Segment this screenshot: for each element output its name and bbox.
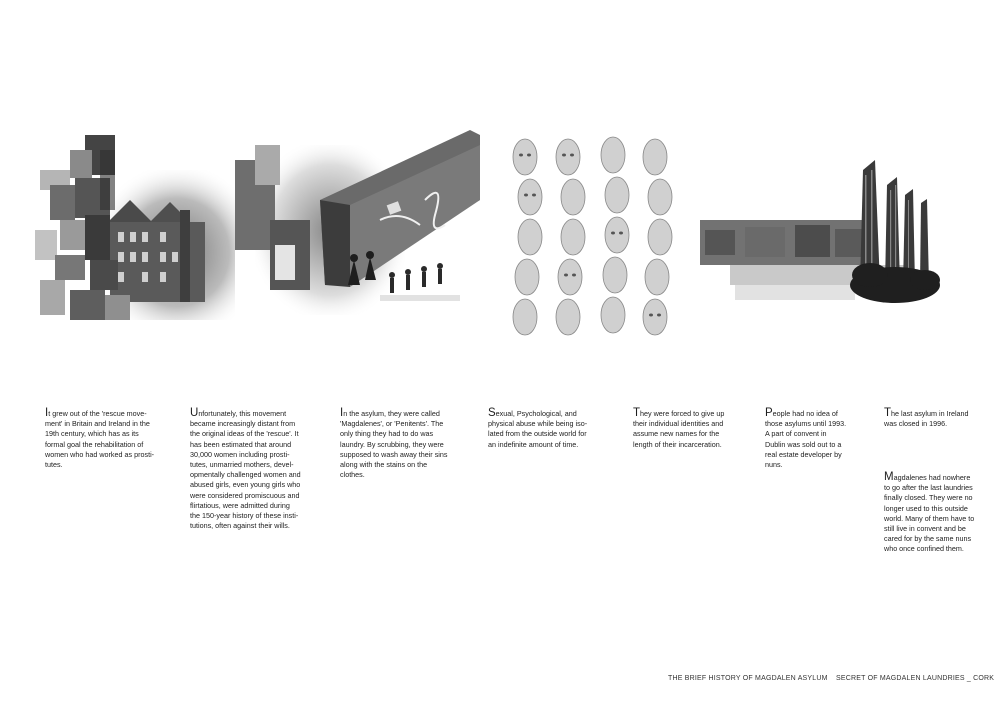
paragraph-5-text: hey were forced to give up their individual identities and assume new names for the length of their incarceration. bbox=[633, 409, 725, 449]
paragraph-3-text: n the asylum, they were called 'Magdalenes', or 'Penitents'. The only thing they had to do was laundry. By scrubbing, they were supposed to wash away their sins along with the stains on the clothes. bbox=[340, 409, 448, 480]
paragraph-2 bbox=[190, 408, 315, 531]
paragraph-6-initial: P bbox=[765, 407, 773, 419]
paragraph-7-text: he last asylum in Ireland was closed in 1996. bbox=[884, 409, 969, 429]
collage-laundry-towers bbox=[695, 155, 945, 315]
paragraph-4-text: exual, Psychological, and physical abuse while being iso- lated from the outside world for an indefinite amount of time. bbox=[488, 409, 588, 449]
collage-wall-figures bbox=[230, 125, 485, 340]
collage-building-photos bbox=[30, 130, 235, 330]
paragraph-5-initial: T bbox=[633, 407, 641, 419]
paragraph-1-text: t grew out of the 'rescue move- ment' in Britain and Ireland in the 19th century, which has as its formal goal the rehabilitation of women who had worked as prosti- tutes. bbox=[45, 409, 155, 470]
paragraph-5 bbox=[633, 408, 753, 450]
paragraph-2-text: nfortunately, this movement became increasingly distant from the original ideas of the 'rescue'. It has been estimated that around 30,000 women including prosti- tutes, unmarried mothers, devel- opmentally challenged women and abused girls, even young girls who were considered promiscuous and flirtatious, were admitted during the 150-year history of these insti- tutions, often against their wills. bbox=[190, 409, 301, 531]
paragraph-3 bbox=[340, 408, 465, 480]
paragraph-7-initial: T bbox=[884, 407, 892, 419]
footer-right-title: SECRET OF MAGDALEN LAUNDRIES _ CORK bbox=[836, 675, 995, 682]
paragraph-8-initial: M bbox=[884, 471, 894, 483]
paragraph-8-text: agdalenes had nowhere to go after the last laundries finally closed. They were no longer used to this outside world. Many of them have to still live in convent and be cared for by the same nuns who once confined them. bbox=[884, 473, 975, 554]
paragraph-4 bbox=[488, 408, 608, 450]
paragraph-1 bbox=[45, 408, 170, 470]
paragraph-6-text: eople had no idea of those asylums until 1993. A part of convent in Dublin was sold out to a real estate developer by nuns. bbox=[765, 409, 847, 470]
footer-left-title: THE BRIEF HISTORY OF MAGDALEN ASYLUM bbox=[668, 675, 828, 682]
paragraph-1-initial: I bbox=[45, 407, 49, 419]
mask-faces bbox=[513, 137, 672, 335]
paragraph-6 bbox=[765, 408, 875, 470]
paragraph-4-initial: S bbox=[488, 407, 496, 419]
paragraph-8 bbox=[884, 472, 996, 555]
paragraph-3-initial: I bbox=[340, 407, 344, 419]
paragraph-2-initial: U bbox=[190, 407, 199, 419]
paragraph-7 bbox=[884, 408, 994, 429]
masks-grid bbox=[505, 135, 695, 350]
